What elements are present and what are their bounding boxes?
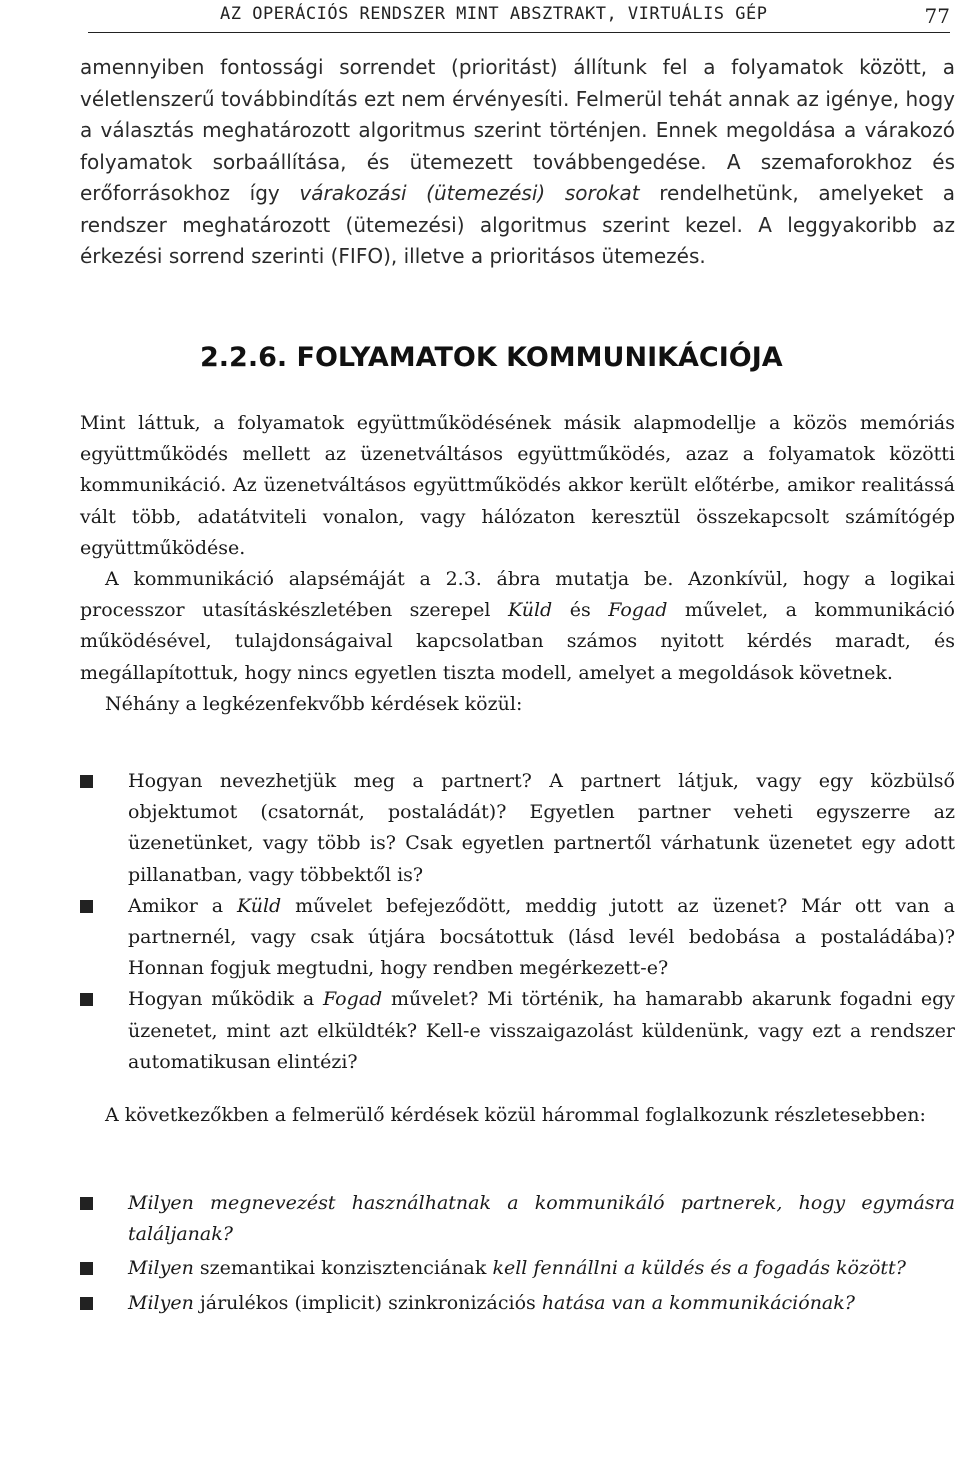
square-bullet-icon	[80, 775, 93, 788]
list-item	[80, 1288, 955, 1319]
section-heading: 2.2.6. FOLYAMATOK KOMMUNIKÁCIÓJA	[200, 342, 783, 373]
question-1: Hogyan nevezhetjük meg a partnert? A partnert látjuk, vagy egy közbülső objektumot (csatornát, postaládát)? Egyetlen partner veheti egyszerre az üzenetünket, vagy több is? Csak egyetlen partnertől várhatunk üzenetet egy adott pillanatban, vagy többektől is?	[128, 770, 955, 886]
body-paragraph-3: Néhány a legkézenfekvőbb kérdések közül:	[105, 692, 523, 715]
intro-text	[80, 52, 955, 273]
header-rule	[88, 32, 950, 33]
square-bullet-icon	[80, 1197, 93, 1210]
list-item	[80, 984, 955, 1078]
question-2-b: művelet befejeződött, meddig jutott az üzenet? Már ott van a partnernél, vagy csak útjára bocsátottuk (lásd levél bedobása a postaládába)? Honnan fogjuk megtudni, hogy rendben megérkezett-e?	[128, 894, 955, 980]
questions-list	[80, 766, 955, 1078]
intro-text-a: amennyiben fontossági sorrendet (prioritást) állítunk fel a folyamatok között, a véletlenszerű továbbindítás ezt nem érvényesíti. Felmerül tehát annak az igénye, hogy a választás meghatározott algoritmus szerint történjen. Ennek megoldása a várakozó folyamatok sorbaállítása, és ütemezett továbbengedése. A szemaforokhoz és erőforrásokhoz így	[80, 55, 955, 205]
body-p2-kuld: Küld	[507, 599, 553, 622]
body-p2-b: és	[552, 599, 609, 622]
topic-1: Milyen megnevezést használhatnak a kommunikáló partnerek, hogy egymásra találjanak?	[128, 1192, 955, 1246]
topic-2-a: szemantikai konzisztenciának	[193, 1257, 493, 1280]
running-header	[160, 4, 950, 32]
topic-2-em-b: kell fennállni a küldés és a fogadás között?	[492, 1257, 906, 1280]
list-item	[80, 1253, 955, 1284]
lead-paragraph	[80, 1100, 955, 1131]
body-p2-c: művelet, a kommunikáció működésével, tulajdonságaival kapcsolatban számos nyitott kérdés maradt, és megállapítottuk, hogy nincs egyetlen tiszta modell, amelyet a megoldások követnek.	[80, 599, 955, 684]
body-p2-a: A kommunikáció alapsémáját a 2.3. ábra mutatja be. Azonkívül, hogy a logikai processzor utasításkészletében szerepel	[80, 568, 955, 622]
topic-3-em-b: hatása van a kommunikációnak?	[541, 1291, 855, 1314]
body-paragraph-1: Mint láttuk, a folyamatok együttműködésének másik alapmodellje a közös memóriás együttműködés mellett az üzenetváltásos együttműködés, azaz a folyamatok közötti kommunikáció. Az üzenetváltásos együttműködés akkor került előtérbe, amikor realitássá vált több, adatátviteli vonalon, vagy hálózaton keresztül összekapcsolt számítógép együttműködése.	[80, 412, 955, 559]
section-body	[80, 408, 955, 720]
chapter-title: AZ OPERÁCIÓS RENDSZER MINT ABSZTRAKT, VIRTUÁLIS GÉP	[220, 4, 768, 24]
square-bullet-icon	[80, 993, 93, 1006]
body-paragraph-2	[80, 564, 955, 689]
square-bullet-icon	[80, 1297, 93, 1310]
topics-list	[80, 1188, 955, 1322]
topic-3-em-a: Milyen	[128, 1291, 194, 1314]
question-3-a: Hogyan működik a	[128, 988, 323, 1011]
intro-text-b: rendelhetünk, amelyeket a rendszer meghatározott (ütemezési) algoritmus szerint kezel. A leggyakoribb az érkezési sorrend szerinti (FIFO), illetve a prioritásos ütemezés.	[80, 181, 955, 268]
question-3-em: Fogad	[322, 988, 383, 1011]
list-item	[80, 891, 955, 985]
intro-paragraph	[80, 52, 955, 273]
question-2-em: Küld	[236, 894, 282, 917]
list-item	[80, 766, 955, 891]
question-2-a: Amikor a	[128, 894, 237, 917]
topic-3-a: járulékos (implicit) szinkronizációs	[193, 1291, 542, 1314]
list-item	[80, 1188, 955, 1250]
square-bullet-icon	[80, 1262, 93, 1275]
lead-text: A következőkben a felmerülő kérdések közül hárommal foglalkozunk részletesebben:	[105, 1104, 926, 1126]
body-p2-fogad: Fogad	[608, 599, 668, 622]
page-number: 77	[924, 4, 950, 28]
topic-2-em-a: Milyen	[128, 1257, 194, 1280]
question-3-b: művelet? Mi történik, ha hamarabb akarunk fogadni egy üzenetet, mint azt elküldték? Kell-e visszaigazolást küldenünk, vagy ezt a rendszer automatikusan elintézi?	[128, 988, 955, 1073]
intro-emphasis: várakozási (ütemezési) sorokat	[299, 181, 640, 205]
square-bullet-icon	[80, 900, 93, 913]
